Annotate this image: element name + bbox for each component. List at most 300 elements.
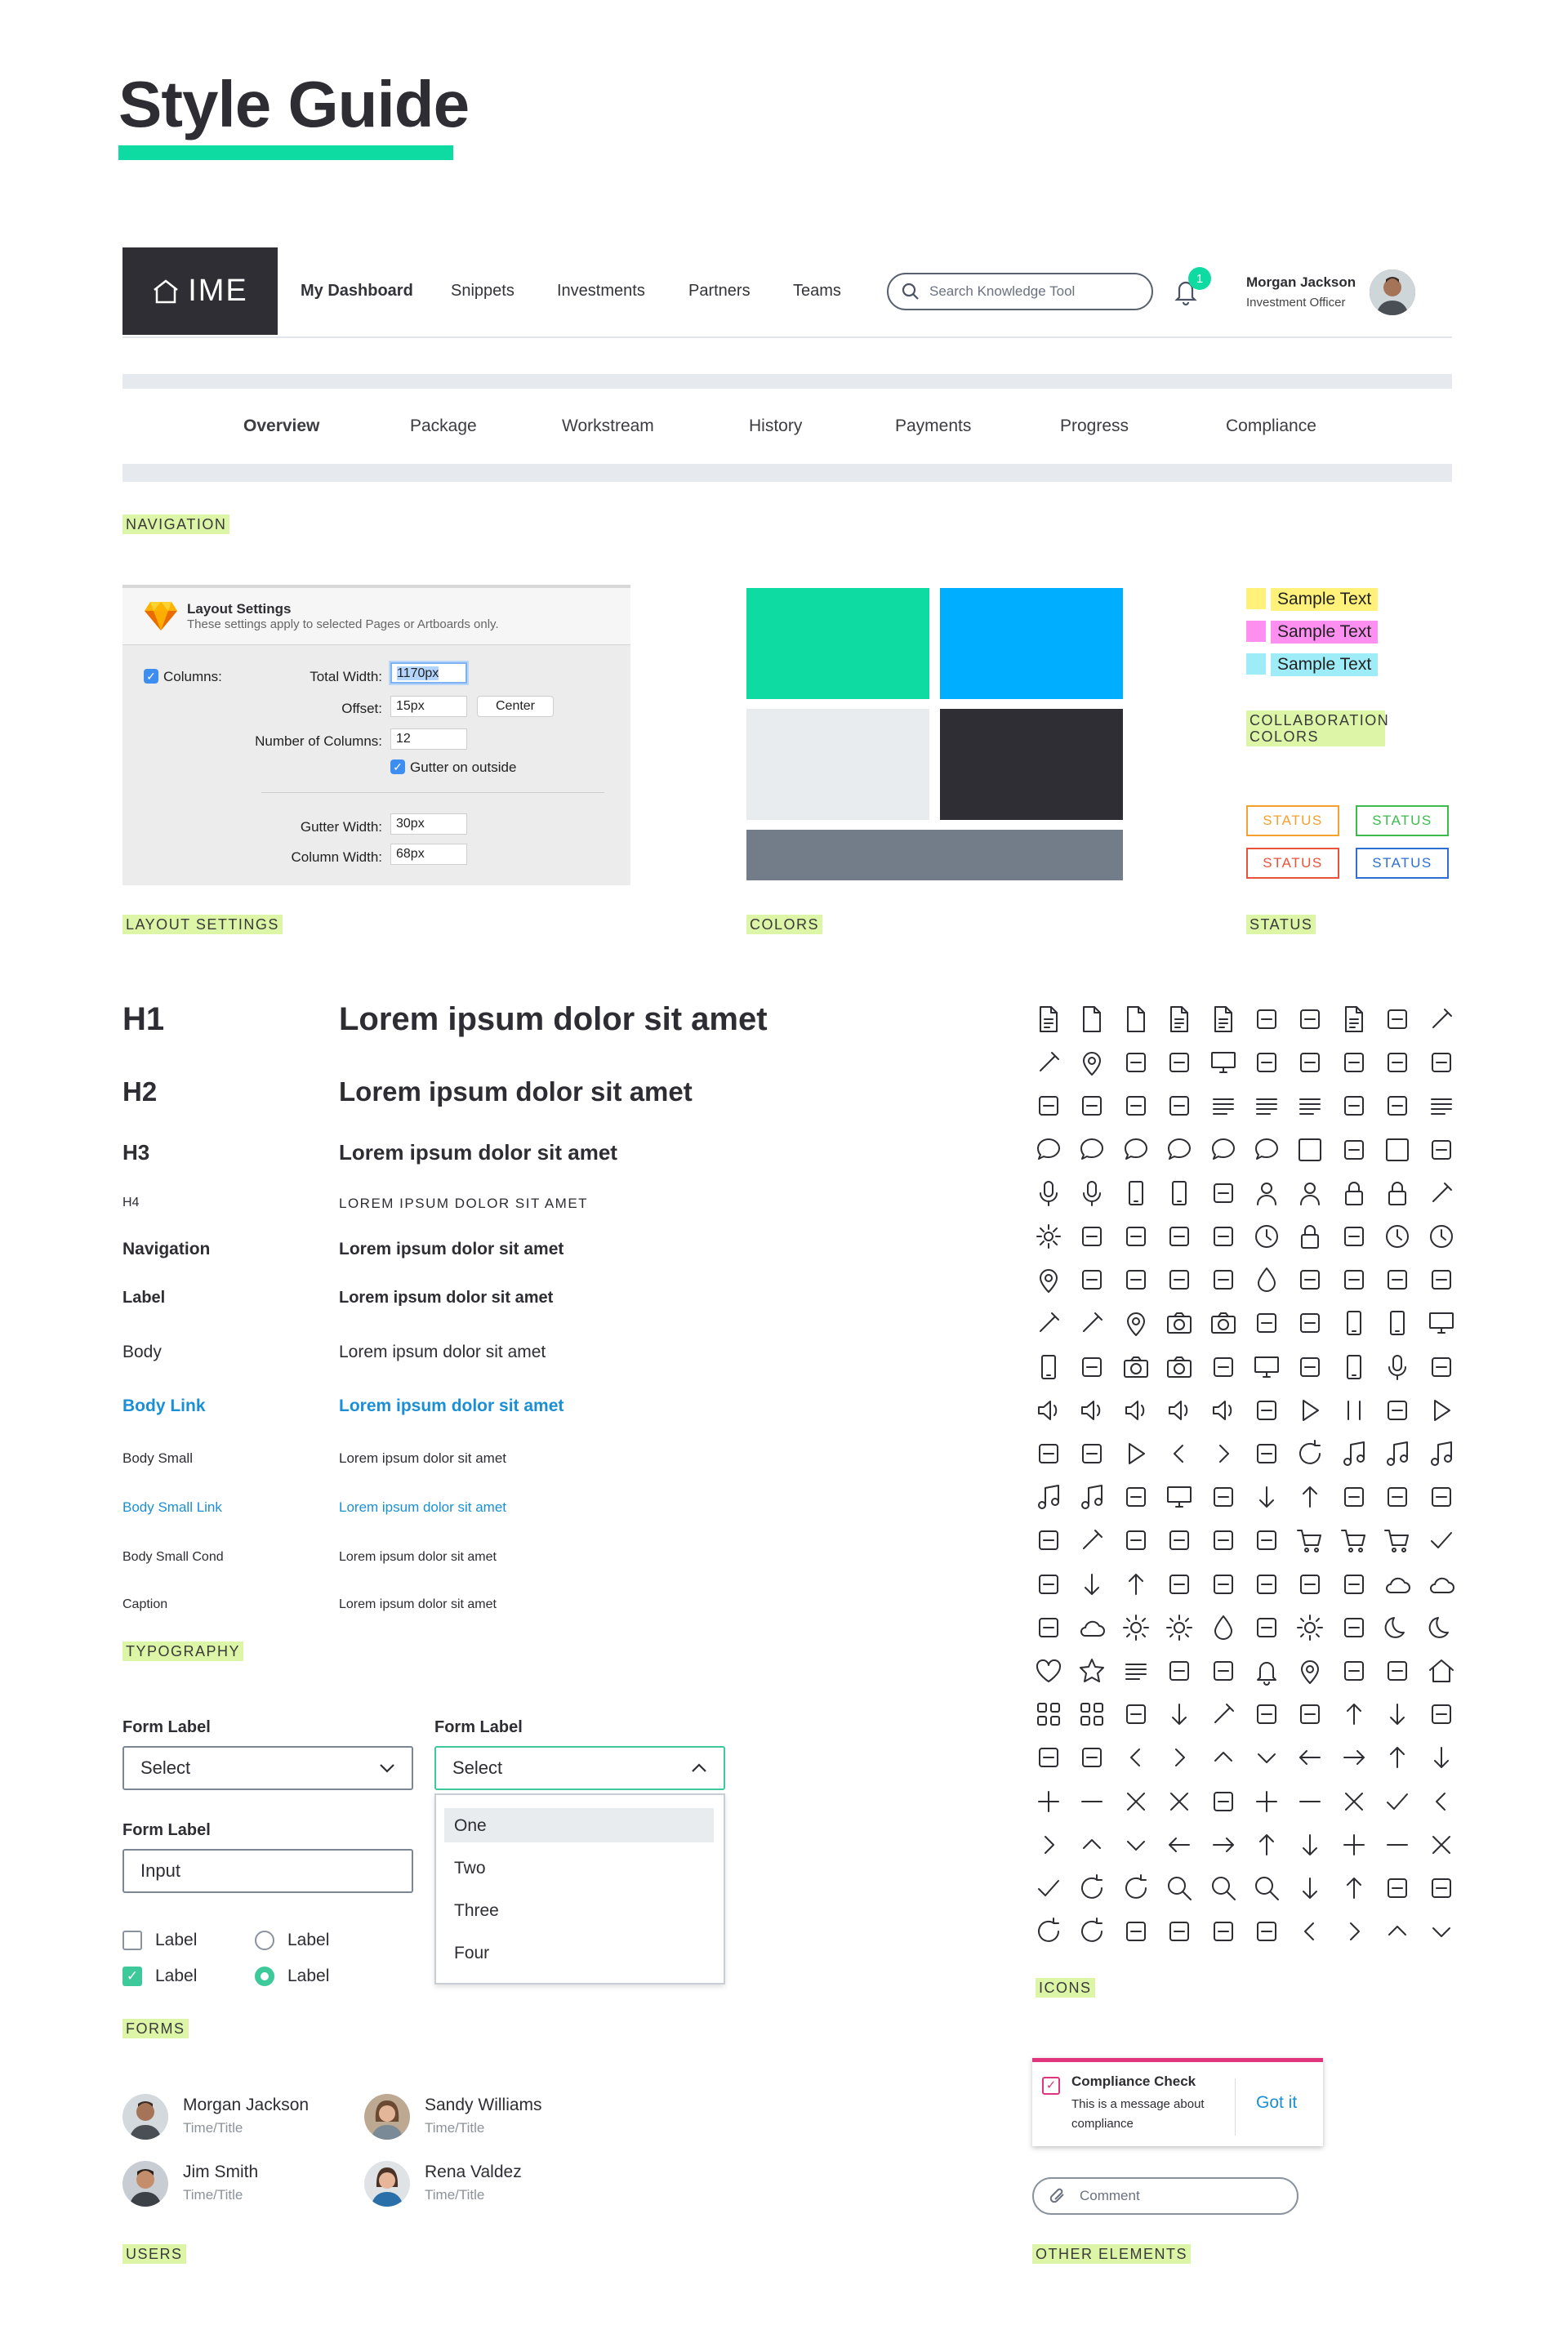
- briefcase-icon: [1121, 1091, 1151, 1120]
- type-sample-caption: Lorem ipsum dolor sit amet: [339, 1597, 497, 1611]
- align-center-icon: [1252, 1091, 1281, 1120]
- chats-icon: [1165, 1135, 1194, 1165]
- share-icon: [1427, 1482, 1456, 1512]
- chevron-up-icon: [691, 1763, 707, 1773]
- nav-my-dashboard[interactable]: My Dashboard: [301, 282, 413, 300]
- user-lines-icon: [1295, 1178, 1325, 1208]
- status-badge-blue: STATUS: [1356, 848, 1449, 879]
- clipboard-check-icon: [1427, 1526, 1456, 1555]
- equalizer-icon: [1252, 1396, 1281, 1425]
- list-icon: [1427, 1091, 1456, 1120]
- tablet-icon: [1383, 1308, 1412, 1338]
- type-sample-h4: LOREM IPSUM DOLOR SIT AMET: [339, 1196, 589, 1211]
- plus-box-icon: [1034, 1787, 1063, 1816]
- user-title: Time/Title: [425, 2120, 485, 2136]
- tab-workstream[interactable]: Workstream: [562, 416, 654, 435]
- chevron-down-icon: [1427, 1917, 1456, 1946]
- phone-icon: [1165, 1178, 1194, 1208]
- zoom-in-icon: [1209, 1873, 1238, 1903]
- nav-investments[interactable]: Investments: [557, 282, 645, 300]
- undo-arrow-icon: [1034, 1917, 1063, 1946]
- panel-divider: [261, 792, 604, 793]
- image-icon: [1252, 1004, 1281, 1034]
- arrows-vertical-icon: [1121, 1917, 1151, 1946]
- dropdown-option-two[interactable]: Two: [454, 1859, 486, 1878]
- search-input[interactable]: [887, 273, 1153, 310]
- mute-mic-icon: [1077, 1178, 1107, 1208]
- columns-checkbox[interactable]: ✓: [144, 669, 158, 684]
- bell-icon: [1252, 1656, 1281, 1686]
- chevron-down-icon: [379, 1763, 395, 1773]
- checkbox-label: Label: [155, 1967, 198, 1985]
- header-divider: [122, 336, 1452, 338]
- form-label: Form Label: [122, 1718, 211, 1736]
- user-name[interactable]: Jim Smith: [183, 2163, 259, 2181]
- avatar[interactable]: [122, 2161, 168, 2207]
- next-icon: [1209, 1439, 1238, 1468]
- knife-icon: [1077, 1308, 1107, 1338]
- cloud-snow-icon: [1077, 1613, 1107, 1642]
- user-title: Time/Title: [183, 2120, 243, 2136]
- nav-teams[interactable]: Teams: [793, 282, 841, 300]
- chevron-up-box-icon: [1209, 1743, 1238, 1772]
- search-icon: [902, 283, 920, 301]
- drop-icon: [1252, 1265, 1281, 1294]
- monitor-icon: [1427, 1308, 1456, 1338]
- zoom-out-icon: [1252, 1873, 1281, 1903]
- type-label-body-small-link[interactable]: Body Small Link: [122, 1499, 222, 1515]
- speech-bubble-icon: [1209, 1135, 1238, 1165]
- moon-star-icon: [1383, 1613, 1412, 1642]
- type-sample-body-link[interactable]: Lorem ipsum dolor sit amet: [339, 1396, 564, 1415]
- document-icon: [1034, 1004, 1063, 1034]
- x-box-icon: [1121, 1787, 1151, 1816]
- bookmark-icon: [1295, 1048, 1325, 1077]
- total-width-value: 1170px: [397, 666, 439, 680]
- calendar-icon: [1209, 1222, 1238, 1251]
- text-document-icon: [1209, 1004, 1238, 1034]
- number-of-columns-label: Number of Columns:: [255, 733, 382, 749]
- nav-partners[interactable]: Partners: [688, 282, 751, 300]
- music-file-icon: [1034, 1482, 1063, 1512]
- section-tag-navigation: NAVIGATION: [122, 514, 229, 534]
- user-name[interactable]: Sandy Williams: [425, 2096, 542, 2114]
- clipboard-list-icon: [1339, 1004, 1369, 1034]
- form-label: Form Label: [122, 1821, 211, 1839]
- color-swatch-dark: [940, 709, 1123, 820]
- trash-icon: [1165, 1091, 1194, 1120]
- expand-icon: [1383, 1656, 1412, 1686]
- layers-icon: [1077, 1091, 1107, 1120]
- offset-input[interactable]: 15px: [390, 696, 467, 717]
- section-tag-icons: ICONS: [1036, 1978, 1095, 1998]
- avatar[interactable]: [1370, 270, 1415, 315]
- chevron-right-icon: [1339, 1917, 1369, 1946]
- sliders-icon: [1077, 1222, 1107, 1251]
- chevron-left-icon: [1295, 1917, 1325, 1946]
- collab-sample-cyan: Sample Text: [1271, 653, 1378, 676]
- camera-icon: [1165, 1308, 1194, 1338]
- shrink-arrows-icon: [1252, 1917, 1281, 1946]
- tab-progress[interactable]: Progress: [1060, 416, 1129, 435]
- offset-label: Offset:: [341, 701, 382, 716]
- color-swatch-blue: [940, 588, 1123, 699]
- sketch-logo-icon: [144, 600, 178, 631]
- chat-lines-icon: [1077, 1135, 1107, 1165]
- browser-icon: [1209, 1048, 1238, 1077]
- gutter-outside-checkbox[interactable]: ✓: [390, 760, 405, 774]
- total-width-input[interactable]: [390, 662, 467, 684]
- chevron-up-icon: [1383, 1917, 1412, 1946]
- tab-package[interactable]: Package: [410, 416, 477, 435]
- mushroom-icon: [1077, 1265, 1107, 1294]
- alarm-icon: [1252, 1222, 1281, 1251]
- save-icon: [1077, 1352, 1107, 1382]
- file-icon: [1077, 1004, 1107, 1034]
- x-icon: [1339, 1787, 1369, 1816]
- paperclip-icon: [1047, 2185, 1068, 2207]
- user-name[interactable]: Morgan Jackson: [183, 2096, 310, 2114]
- search-icon: [1165, 1873, 1194, 1903]
- price-tag-icon: [1252, 1570, 1281, 1599]
- home-icon: [1427, 1656, 1456, 1686]
- stop-icon: [1383, 1396, 1412, 1425]
- pin-note-icon: [1295, 1656, 1325, 1686]
- sign-icon: [1339, 1570, 1369, 1599]
- radio-selected[interactable]: [255, 1967, 274, 1986]
- arrow-up-circle-icon: [1252, 1830, 1281, 1860]
- window-icon: [1165, 1482, 1194, 1512]
- chevron-left-box-icon: [1121, 1743, 1151, 1772]
- text-cursor-icon: [1034, 1526, 1063, 1555]
- fast-forward-icon: [1427, 1396, 1456, 1425]
- radio-unselected[interactable]: [255, 1931, 274, 1950]
- check-icon: ✓: [1042, 2077, 1060, 2095]
- type-sample-body-small-cond: Lorem ipsum dolor sit amet: [339, 1550, 497, 1564]
- section-tag-typography: TYPOGRAPHY: [122, 1642, 243, 1661]
- profile-role: Investment Officer: [1246, 296, 1346, 310]
- star-icon: [1077, 1656, 1107, 1686]
- menu-icon: [1121, 1656, 1151, 1686]
- minus-icon: [1295, 1787, 1325, 1816]
- video-icon: [1209, 1308, 1238, 1338]
- wallet-icon: [1165, 1570, 1194, 1599]
- tab-payments[interactable]: Payments: [895, 416, 972, 435]
- number-of-columns-input[interactable]: 12: [390, 728, 467, 750]
- lock-icon: [1383, 1178, 1412, 1208]
- toggle-off-icon: [1121, 1222, 1151, 1251]
- avatar[interactable]: [122, 2094, 168, 2140]
- receipt-icon: [1295, 1570, 1325, 1599]
- redo-icon: [1077, 1873, 1107, 1903]
- arrow-right-box-icon: [1339, 1743, 1369, 1772]
- lock-open-icon: [1339, 1178, 1369, 1208]
- disc-icon: [1427, 1352, 1456, 1382]
- grid-icon: [1034, 1699, 1063, 1729]
- dropdown-option-three[interactable]: Three: [454, 1901, 499, 1920]
- envelope-open-icon: [1383, 1135, 1412, 1165]
- basket-icon: [1295, 1526, 1325, 1555]
- maximize-icon: [1427, 1699, 1456, 1729]
- arrows-horizontal-icon: [1165, 1917, 1194, 1946]
- pin-icon: [1121, 1308, 1151, 1338]
- cloche-icon: [1339, 1265, 1369, 1294]
- collab-swatch-yellow: [1246, 588, 1266, 609]
- map-icon: [1121, 1265, 1151, 1294]
- collab-swatch-cyan: [1246, 653, 1266, 675]
- note-icon: [1383, 1439, 1412, 1468]
- logo[interactable]: [122, 247, 278, 335]
- arrow-down-circle-icon: [1295, 1830, 1325, 1860]
- arrow-down-box-icon: [1383, 1699, 1412, 1729]
- upload-box-icon: [1295, 1482, 1325, 1512]
- plus-circle-icon: [1339, 1830, 1369, 1860]
- status-badge-red: STATUS: [1246, 848, 1339, 879]
- type-sample-h3: Lorem ipsum dolor sit amet: [339, 1140, 617, 1165]
- song-list-icon: [1077, 1482, 1107, 1512]
- column-width-input[interactable]: 68px: [390, 844, 467, 865]
- notification-badge: 1: [1188, 267, 1211, 290]
- column-width-label: Column Width:: [291, 849, 382, 865]
- sign-out-icon: [1383, 1482, 1412, 1512]
- total-width-label: Total Width:: [310, 669, 382, 684]
- collab-sample-pink: Sample Text: [1271, 621, 1378, 644]
- attachment-icon: [1165, 1048, 1194, 1077]
- type-sample-body: Lorem ipsum dolor sit amet: [339, 1343, 546, 1361]
- play-icon: [1295, 1396, 1325, 1425]
- comment-icon: [1252, 1135, 1281, 1165]
- cloud-rain-icon: [1427, 1570, 1456, 1599]
- layout-settings-subtitle: These settings apply to selected Pages or Artboards only.: [187, 617, 499, 631]
- cart-icon: [1339, 1526, 1369, 1555]
- tab-compliance[interactable]: Compliance: [1226, 416, 1316, 435]
- search-placeholder: Search Knowledge Tool: [929, 283, 1076, 299]
- user-name[interactable]: Rena Valdez: [425, 2163, 522, 2181]
- subnav-top-band: [122, 374, 1452, 389]
- external-link-icon: [1209, 1699, 1238, 1729]
- comment-input[interactable]: [1032, 2177, 1298, 2215]
- volume-mute-icon: [1209, 1396, 1238, 1425]
- type-sample-navigation: Lorem ipsum dolor sit amet: [339, 1240, 564, 1258]
- type-label-h3: H3: [122, 1140, 150, 1165]
- status-badge-orange: STATUS: [1246, 805, 1339, 836]
- dropdown-option-one[interactable]: One: [444, 1808, 714, 1842]
- calculator-icon: [1295, 1352, 1325, 1382]
- type-label-body: Body: [122, 1343, 162, 1361]
- stopwatch-icon: [1383, 1222, 1412, 1251]
- wind-icon: [1339, 1613, 1369, 1642]
- enter-icon: [1252, 1699, 1281, 1729]
- compass-icon: [1339, 1222, 1369, 1251]
- previous-icon: [1165, 1439, 1194, 1468]
- rewind-icon: [1034, 1439, 1063, 1468]
- mic-icon: [1383, 1352, 1412, 1382]
- music-note-icon: [1339, 1439, 1369, 1468]
- input-placeholder: Input: [140, 1860, 180, 1881]
- files-icon: [1121, 1004, 1151, 1034]
- check-circle-icon: [1034, 1873, 1063, 1903]
- gutter-width-input[interactable]: 30px: [390, 813, 467, 835]
- share-nodes-icon: [1209, 1526, 1238, 1555]
- section-tag-forms: FORMS: [122, 2019, 189, 2038]
- id-card-icon: [1339, 1135, 1369, 1165]
- plus-icon: [1252, 1787, 1281, 1816]
- avatar[interactable]: [364, 2094, 410, 2140]
- music-icon: [1427, 1439, 1456, 1468]
- airplane-icon: [1209, 1178, 1238, 1208]
- shuffle-icon: [1252, 1439, 1281, 1468]
- redo-arrow-icon: [1077, 1917, 1107, 1946]
- book-icon: [1295, 1004, 1325, 1034]
- volume-low-icon: [1077, 1396, 1107, 1425]
- type-label-body-link[interactable]: Body Link: [122, 1396, 206, 1415]
- type-label-h1: H1: [122, 1001, 165, 1037]
- tab-overview[interactable]: Overview: [243, 416, 320, 435]
- got-it-button[interactable]: Got it: [1256, 2093, 1298, 2112]
- type-label-label: Label: [122, 1289, 166, 1307]
- minus-box-icon: [1077, 1787, 1107, 1816]
- align-justify-icon: [1295, 1091, 1325, 1120]
- dropdown-menu: [434, 1793, 725, 1984]
- minus-circle-icon: [1383, 1830, 1412, 1860]
- edit-icon: [1383, 1004, 1412, 1034]
- user-title: Time/Title: [425, 2187, 485, 2203]
- x-circle-icon: [1427, 1830, 1456, 1860]
- layout-settings-title: Layout Settings: [187, 601, 292, 617]
- tab-history[interactable]: History: [749, 416, 803, 435]
- clipboard-icon: [1165, 1004, 1194, 1034]
- chat-dots-icon: [1121, 1135, 1151, 1165]
- dropdown-option-four[interactable]: Four: [454, 1944, 490, 1962]
- chevron-down-box-icon: [1252, 1743, 1281, 1772]
- logo-text: IME: [188, 274, 248, 308]
- store-icon: [1252, 1526, 1281, 1555]
- backspace-icon: [1383, 1873, 1412, 1903]
- video-camera-icon: [1121, 1352, 1151, 1382]
- megaphone-icon: [1121, 1178, 1151, 1208]
- title-underline: [118, 145, 453, 160]
- storm-icon: [1034, 1613, 1063, 1642]
- location-icon: [1034, 1265, 1063, 1294]
- stack-icon: [1209, 1787, 1238, 1816]
- section-tag-users: USERS: [122, 2244, 186, 2264]
- cloud-download-icon: [1295, 1873, 1325, 1903]
- gamepad-icon: [1252, 1308, 1281, 1338]
- text-input[interactable]: [122, 1849, 413, 1893]
- chevron-down-circle-icon: [1121, 1830, 1151, 1860]
- nav-snippets[interactable]: Snippets: [451, 282, 514, 300]
- comment-placeholder: Comment: [1080, 2188, 1140, 2203]
- arrow-down-square-icon: [1427, 1743, 1456, 1772]
- gift-icon: [1034, 1570, 1063, 1599]
- settings-icon: [1034, 1222, 1063, 1251]
- flag-icon: [1121, 1526, 1151, 1555]
- cart-full-icon: [1383, 1526, 1412, 1555]
- chevron-right-circle-icon: [1034, 1830, 1063, 1860]
- select-dropdown-open[interactable]: [434, 1746, 725, 1790]
- bar-chart-icon: [1209, 1482, 1238, 1512]
- select-dropdown[interactable]: [122, 1746, 413, 1790]
- label-icon: [1427, 1873, 1456, 1903]
- form-label: Form Label: [434, 1718, 523, 1736]
- select-value: Select: [452, 1757, 503, 1778]
- checkbox-checked[interactable]: ✓: [122, 1967, 142, 1986]
- section-tag-colors: COLORS: [746, 915, 822, 934]
- moon-icon: [1427, 1613, 1456, 1642]
- copy-icon: [1121, 1699, 1151, 1729]
- apps-icon: [1077, 1699, 1107, 1729]
- tv-icon: [1252, 1352, 1281, 1382]
- compliance-toast: [1032, 2058, 1323, 2146]
- status-badge-green: STATUS: [1356, 805, 1449, 836]
- sort-up-icon: [1383, 1091, 1412, 1120]
- playlist-icon: [1121, 1439, 1151, 1468]
- checkbox-unchecked[interactable]: [122, 1931, 142, 1950]
- type-label-h2: H2: [122, 1076, 158, 1107]
- section-tag-status: STATUS: [1246, 915, 1316, 934]
- toast-divider: [1235, 2078, 1236, 2136]
- section-tag-layout-settings: LAYOUT SETTINGS: [122, 915, 283, 934]
- section-tag-other-elements: OTHER ELEMENTS: [1032, 2244, 1191, 2264]
- collab-swatch-pink: [1246, 621, 1266, 642]
- exit-icon: [1295, 1699, 1325, 1729]
- raindrop-icon: [1209, 1613, 1238, 1642]
- chevron-left-circle-icon: [1427, 1787, 1456, 1816]
- hourglass-icon: [1427, 1222, 1456, 1251]
- cocktail-icon: [1383, 1265, 1412, 1294]
- type-sample-h1: Lorem ipsum dolor sit amet: [339, 1001, 768, 1037]
- flame-icon: [1295, 1265, 1325, 1294]
- chevron-right-box-icon: [1165, 1743, 1194, 1772]
- umbrella-icon: [1252, 1613, 1281, 1642]
- repeat-icon: [1295, 1439, 1325, 1468]
- arrow-up-box-icon: [1339, 1699, 1369, 1729]
- volume-high-icon: [1121, 1396, 1151, 1425]
- sunrise-icon: [1121, 1613, 1151, 1642]
- type-sample-body-small-link[interactable]: Lorem ipsum dolor sit amet: [339, 1499, 507, 1515]
- download-icon: [1077, 1570, 1107, 1599]
- ipod-icon: [1034, 1352, 1063, 1382]
- mobile-icon: [1339, 1308, 1369, 1338]
- select-value: Select: [140, 1757, 191, 1778]
- fork-icon: [1034, 1308, 1063, 1338]
- wrench-icon: [1427, 1178, 1456, 1208]
- type-label-caption: Caption: [122, 1597, 168, 1611]
- speaker-icon: [1034, 1396, 1063, 1425]
- arrow-down-left-icon: [1165, 1699, 1194, 1729]
- sort-down-icon: [1339, 1091, 1369, 1120]
- arrow-up-square-icon: [1383, 1743, 1412, 1772]
- profile-name[interactable]: Morgan Jackson: [1246, 274, 1356, 290]
- eject-icon: [1077, 1439, 1107, 1468]
- pencil-icon: [1427, 1004, 1456, 1034]
- download-box-icon: [1252, 1482, 1281, 1512]
- compliance-message: This is a message about compliance: [1071, 2097, 1205, 2131]
- film-icon: [1165, 1352, 1194, 1382]
- avatar[interactable]: [364, 2161, 410, 2207]
- type-sample-body-small: Lorem ipsum dolor sit amet: [339, 1450, 507, 1466]
- color-swatch-gray: [746, 830, 1123, 880]
- type-label-navigation: Navigation: [122, 1240, 211, 1258]
- radio-label: Label: [287, 1967, 330, 1985]
- arrow-left-circle-icon: [1165, 1830, 1194, 1860]
- pause-icon: [1339, 1396, 1369, 1425]
- collab-sample-yellow: Sample Text: [1271, 588, 1378, 611]
- sunset-icon: [1165, 1613, 1194, 1642]
- user-icon: [1252, 1178, 1281, 1208]
- mail-icon: [1295, 1135, 1325, 1165]
- center-button[interactable]: Center: [477, 696, 554, 717]
